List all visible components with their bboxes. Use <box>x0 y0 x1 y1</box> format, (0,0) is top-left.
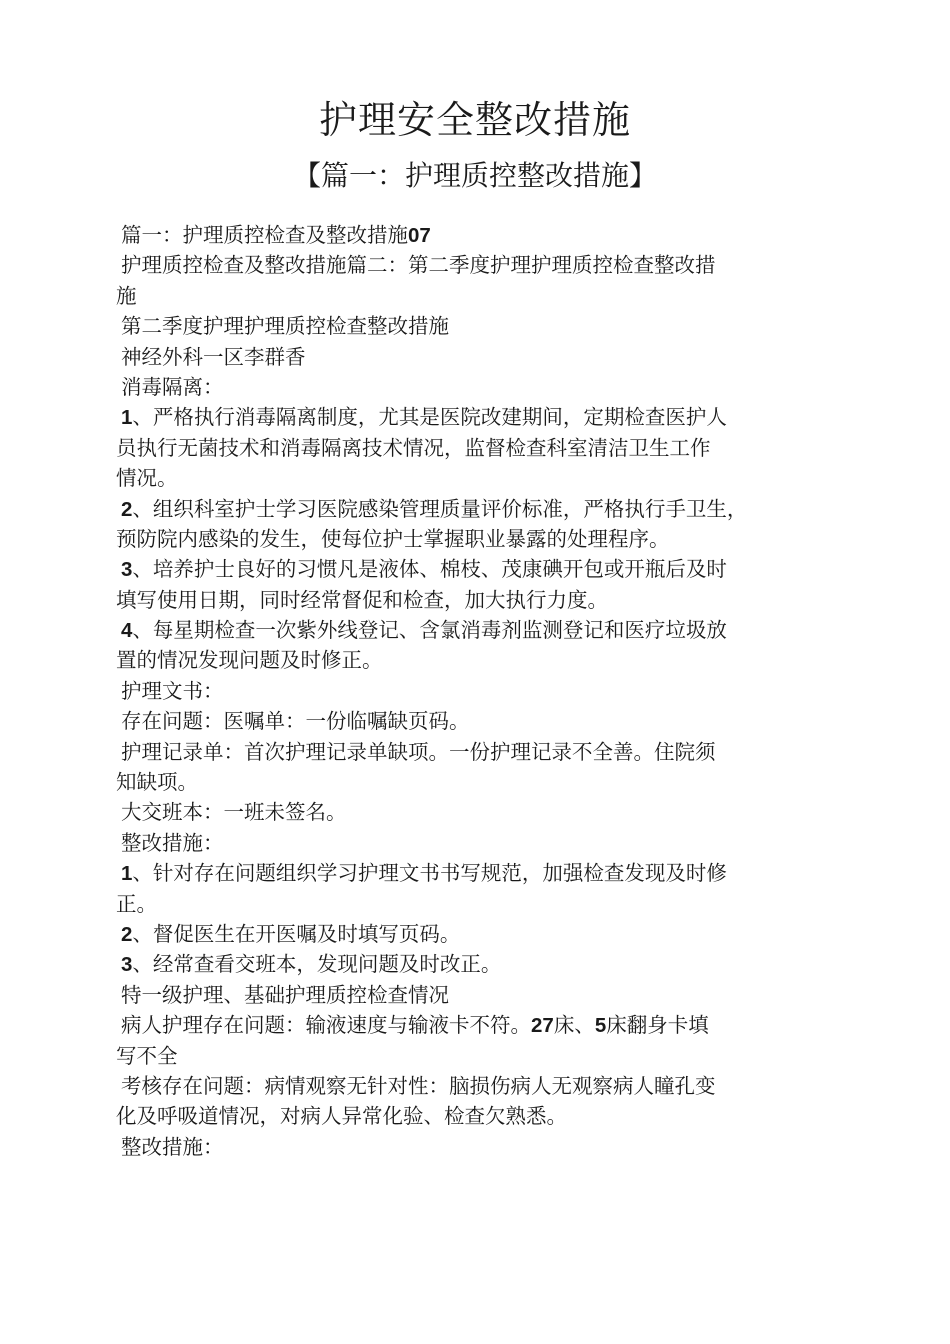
line-number: 1 <box>121 862 133 886</box>
line-text: 预防院内感染的发生，使每位护士掌握职业暴露的处理程序。 <box>116 526 670 551</box>
text-line <box>116 585 852 615</box>
line-text: 第二季度护理护理质控检查整改措施 <box>121 314 449 339</box>
line-text: 消毒隔离： <box>121 374 224 399</box>
line-number: 1 <box>121 406 133 430</box>
text-line <box>116 524 852 554</box>
document-subtitle: 【篇一：护理质控整改措施】 <box>292 159 657 192</box>
line-text: 存在问题：医嘱单：一份临嘱缺页码。 <box>121 709 470 734</box>
line-text: 特一级护理、基础护理质控检查情况 <box>121 982 449 1007</box>
text-line <box>116 1101 852 1131</box>
text-line <box>116 250 852 280</box>
line-text: 知缺项。 <box>116 770 198 795</box>
text-line <box>116 980 852 1010</box>
line-number: 2 <box>121 497 133 521</box>
line-text: 床翻身卡填 <box>606 1013 709 1038</box>
text-line <box>116 767 852 797</box>
line-text: 、每星期检查一次紫外线登记、含氯消毒剂监测登记和医疗垃圾放 <box>132 618 727 643</box>
line-number: 07 <box>408 224 431 247</box>
text-line <box>116 949 852 979</box>
line-text: 、严格执行消毒隔离制度，尤其是医院改建期间，定期检查医护人 <box>132 405 727 430</box>
line-text: 化及呼吸道情况，对病人异常化验、检查欠熟悉。 <box>116 1104 567 1129</box>
line-text: 整改措施： <box>121 1134 224 1159</box>
line-text: 、组织科室护士学习医院感染管理质量评价标准，严格执行手卫生， <box>132 496 748 521</box>
text-line <box>116 1132 852 1162</box>
text-line <box>116 1010 852 1040</box>
text-line <box>116 919 852 949</box>
document-title: 护理安全整改措施 <box>318 98 631 142</box>
line-text: 、针对存在问题组织学习护理文书书写规范，加强检查发现及时修 <box>132 861 727 886</box>
text-line <box>116 433 852 463</box>
line-text: 情况。 <box>116 466 178 491</box>
text-line <box>116 494 852 524</box>
line-text: 病人护理存在问题：输液速度与输液卡不符。 <box>121 1013 531 1038</box>
line-text: 整改措施： <box>121 830 224 855</box>
line-text: 大交班本：一班未签名。 <box>121 800 347 825</box>
line-text: 护理记录单：首次护理记录单缺项。一份护理记录不全善。住院须 <box>121 739 716 764</box>
text-line <box>116 1071 852 1101</box>
text-line <box>116 797 852 827</box>
text-line <box>116 402 852 432</box>
text-line <box>116 858 852 888</box>
text-line <box>116 311 852 341</box>
text-line <box>116 220 852 250</box>
text-line <box>116 463 852 493</box>
text-line <box>116 615 852 645</box>
line-number: 3 <box>121 558 133 582</box>
text-line <box>116 1041 852 1071</box>
text-line <box>116 828 852 858</box>
line-number: 3 <box>121 953 133 977</box>
text-line <box>116 342 852 372</box>
line-text: 置的情况发现问题及时修正。 <box>116 648 383 673</box>
text-line <box>116 281 852 311</box>
line-text: 施 <box>116 283 137 308</box>
line-number: 5 <box>594 1014 607 1038</box>
line-text: 填写使用日期，同时经常督促和检查，加大执行力度。 <box>116 587 608 612</box>
line-text: 考核存在问题：病情观察无针对性：脑损伤病人无观察病人瞳孔变 <box>121 1073 716 1098</box>
line-text: 护理文书： <box>121 678 224 703</box>
line-number: 4 <box>121 619 133 643</box>
line-text: 护理质控检查及整改措施篇二：第二季度护理护理质控检查整改措 <box>121 253 716 278</box>
line-text: 、经常查看交班本，发现问题及时改正。 <box>132 952 502 977</box>
text-line <box>116 645 852 675</box>
text-line <box>116 554 852 584</box>
line-text: 篇一：护理质控检查及整改措施 <box>121 223 408 247</box>
line-number: 27 <box>531 1014 554 1038</box>
line-text: 员执行无菌技术和消毒隔离技术情况，监督检查科室清洁卫生工作 <box>116 435 711 460</box>
line-text: 床、 <box>553 1013 595 1038</box>
line-text: 神经外科一区李群香 <box>121 344 306 369</box>
line-text: 、督促医生在开医嘱及时填写页码。 <box>132 921 461 946</box>
text-line <box>116 676 852 706</box>
document-body <box>116 220 852 1162</box>
text-line <box>116 372 852 402</box>
line-text: 、培养护士良好的习惯凡是液体、棉枝、茂康碘开包或开瓶后及时 <box>132 557 727 582</box>
text-line <box>116 737 852 767</box>
line-number: 2 <box>121 922 133 946</box>
text-line <box>116 706 852 736</box>
line-text: 写不全 <box>116 1043 178 1068</box>
line-text: 正。 <box>116 891 157 916</box>
text-line <box>116 889 852 919</box>
